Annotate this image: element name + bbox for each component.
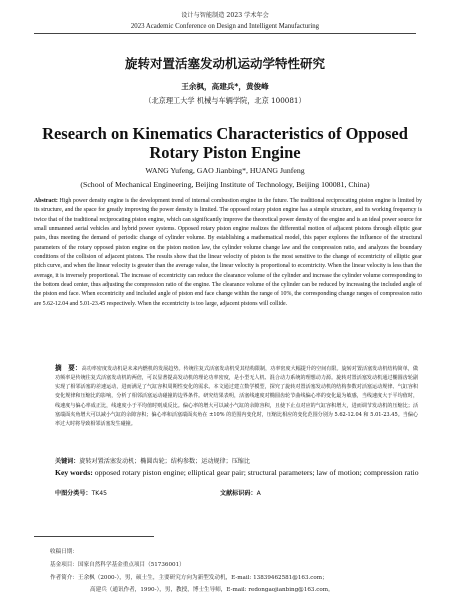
author-list-en: WANG Yufeng, GAO Jianbing*, HUANG Junfeng bbox=[145, 166, 305, 175]
footnote-divider bbox=[34, 536, 154, 537]
affiliation-en: (School of Mechanical Engineering, Beijing Institute of Technology, Beijing 100081, China) bbox=[80, 180, 370, 189]
document-code bbox=[220, 489, 261, 498]
footnote-author1: 作者简介：王余枫（2000-），男，硕士生，主要研究方向为新型发动机，E-mail: 13839462581@163.com； bbox=[50, 575, 328, 581]
header-divider bbox=[34, 33, 416, 34]
keywords-en-label: Key words: bbox=[55, 468, 93, 477]
running-header-zh: 设计与智能制造 2023 学术年会 bbox=[181, 12, 269, 19]
keywords-en bbox=[55, 468, 421, 477]
affiliation-zh: （北京理工大学 机械与车辆学院，北京 100081） bbox=[144, 96, 306, 105]
paper-title-zh: 旋转对置活塞发动机运动学特性研究 bbox=[124, 56, 325, 71]
clc-number bbox=[55, 489, 107, 498]
abstract-en-label: Abstract: bbox=[34, 198, 58, 204]
footnote-fund: 基金项目：国家自然科学基金重点项目（51736001） bbox=[50, 562, 185, 568]
clc-label: 中图分类号： bbox=[55, 490, 92, 497]
abstract-zh-label: 摘 要： bbox=[55, 364, 82, 372]
abstract-zh bbox=[55, 364, 418, 429]
abstract-zh-text: 高功率密度发动机是未来内燃机的发展趋势。传统往复式活塞发动机受其结构限制，功率密度大幅提升的空间有限。旋转对置活塞发动机结构简单，做功频率是传统往复式活塞发动机的两倍，可以显著提高发动机的理论功率密度，是小型无人机、混合动力系统的理想动力源。旋转对置活塞发动机通过椭圆齿轮副实现了相邻活塞的差速运动，进而满足了气缸容积周期性变化的需求。本文通过建立数学模型，探究了旋转对置活塞发动机的结构参数对活塞运动规律、气缸容积变化规律和压缩比的影响，分析了相邻活塞运动碰撞的边界条件。研究结果表明，活塞线速度对椭圆齿轮节曲线偏心率的变化最为敏感，当线速度大于平均值时，线速度与偏心率成正比，线速度小于平均值时则成反比。偏心率的增大可以减小气缸的余隙容积，且使下止点对应的气缸容积增大，进而调节发动机的压缩比；活塞端面夹角增大可以减小气缸的余隙容积；偏心率和活塞端面夹角在 ±10% 的范围内变化时，压缩比相应的变化范围分别为 5.62-12.04 和 5.01-23.45。当偏心率过大时将导致相邻活塞发生碰撞。 bbox=[55, 366, 419, 427]
document-code-label: 文献标识码： bbox=[220, 490, 257, 497]
clc-value: TK45 bbox=[91, 490, 108, 497]
document-code-value: A bbox=[256, 490, 261, 497]
footnote-author2: 高建兵（通讯作者，1990-），男，教授，博士生导师，E-mail: redongaojianbing@163.com。 bbox=[90, 587, 334, 593]
keywords-zh-text: 旋转对置活塞发动机；椭圆齿轮；结构参数；运动规律；压缩比 bbox=[79, 458, 250, 465]
keywords-zh bbox=[55, 457, 418, 466]
keywords-zh-label: 关键词： bbox=[55, 458, 80, 465]
running-header-en: 2023 Academic Conference on Design and Intelligent Manufacturing bbox=[130, 23, 320, 30]
author-list-zh: 王余枫，高建兵*，黄俊峰 bbox=[181, 82, 269, 91]
abstract-en-text: High power density engine is the development trend of internal combustion engine in the future. The traditional reciprocating piston engine is limited by its structure, and the space for greatly improving the power density is limited. The opposed rotary piston engine has a simple structure, and its working frequency is twice that of the traditional reciprocating piston engine, which can significantly improve the theoretical power density of the engine and is an ideal power source for small unmanned aerial vehicles and hybrid power systems. Opposed rotary piston engine realizes the differential motion of adjacent pistons through elliptic gear pairs, thus meeting the demand of periodic change of cylinder volume. By establishing a mathematical model, this paper explores the influence of the structural parameters of the rotary opposed piston engine on the piston motion law, the cylinder volume change law and the compression ratio, and analyzes the boundary conditions of the collision of adjacent pistons. The results show that the linear velocity of piston is the most sensitive to the change of eccentricity of elliptic gear pitch curve, and when the linear velocity is greater than the average value, the linear velocity is proportional to eccentricity. When the linear velocity is less than the average, it is inversely proportional. The increase of eccentricity can reduce the clearance volume of the cylinder and increase the cylinder volume corresponding to the bottom dead center, thus adjusting the compression ratio of the engine. The clearance volume of the cylinder can be reduced by increasing the included angle of the piston end face. When eccentricity and included angle of piston end face change within the range of 10%, the corresponding change ranges of compression ratio are 5.62-12.04 and 5.01-23.45 respectively. When the eccentricity is too large, adjacent pistons will collide. bbox=[34, 198, 422, 307]
paper-title-en: Research on Kinematics Characteristics of Opposed Rotary Piston Engine bbox=[42, 124, 408, 162]
abstract-en bbox=[34, 197, 422, 309]
footnote-received: 收稿日期： bbox=[50, 549, 78, 555]
keywords-en-text: opposed rotary piston engine; elliptical gear pair; structural parameters; law of motion; compression ratio bbox=[94, 468, 419, 477]
